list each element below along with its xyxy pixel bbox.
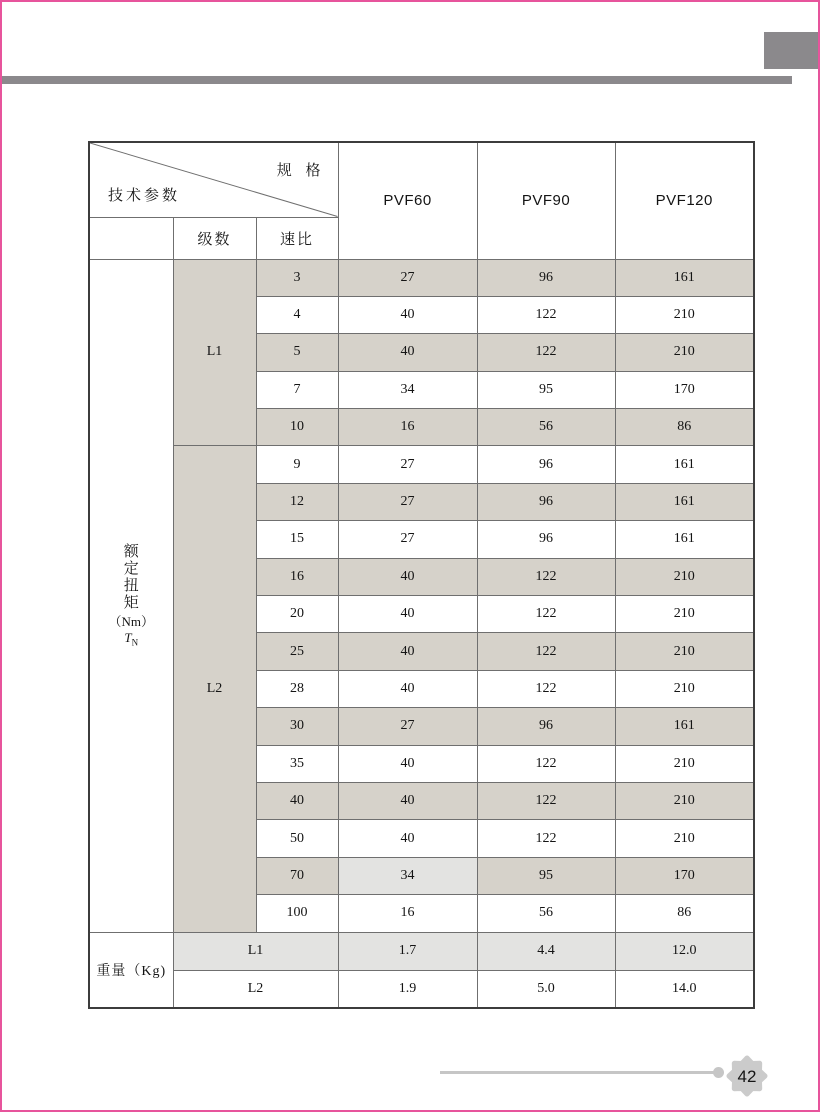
value-cell: 161 [615,483,754,520]
ratio-cell: 5 [256,334,338,371]
weight-value-cell: 4.4 [477,932,615,970]
value-cell: 95 [477,857,615,894]
value-cell: 40 [338,633,477,670]
value-cell: 122 [477,334,615,371]
value-cell: 96 [477,259,615,296]
value-cell: 27 [338,483,477,520]
value-cell: 161 [615,521,754,558]
ratio-cell: 9 [256,446,338,483]
ratio-cell: 28 [256,670,338,707]
header-accent-block [764,32,818,69]
ratio-cell: 35 [256,745,338,782]
value-cell: 122 [477,745,615,782]
weight-row-l2-label: L2 [173,970,338,1008]
ratio-cell: 15 [256,521,338,558]
column-header-pvf60: PVF60 [338,142,477,259]
value-cell: 40 [338,820,477,857]
value-cell: 16 [338,895,477,932]
value-cell: 27 [338,446,477,483]
value-cell: 40 [338,782,477,819]
value-cell: 96 [477,446,615,483]
value-cell: 122 [477,782,615,819]
gear-page-badge [724,1053,770,1099]
ratio-cell: 50 [256,820,338,857]
subheader-ratio: 速比 [256,217,338,259]
ratio-cell: 40 [256,782,338,819]
ratio-cell: 25 [256,633,338,670]
rated-torque-symbol: $T_N$ [124,629,139,648]
value-cell: 210 [615,558,754,595]
value-cell: 96 [477,483,615,520]
value-cell: 122 [477,558,615,595]
value-cell: 122 [477,820,615,857]
value-cell: 122 [477,596,615,633]
value-cell: 210 [615,633,754,670]
value-cell: 161 [615,446,754,483]
rated-torque-unit: （Nm） [108,613,154,629]
value-cell: 170 [615,857,754,894]
spec-table-row [89,259,754,296]
value-cell: 210 [615,596,754,633]
column-header-pvf90: PVF90 [477,142,615,259]
value-cell: 56 [477,895,615,932]
weight-value-cell: 14.0 [615,970,754,1008]
value-cell: 40 [338,296,477,333]
weight-value-cell: 5.0 [477,970,615,1008]
value-cell: 27 [338,521,477,558]
spec-table-row [89,446,754,483]
corner-label-spec: 规 格 [276,163,326,179]
value-cell: 27 [338,259,477,296]
value-cell: 40 [338,334,477,371]
corner-header-cell [89,142,338,217]
value-cell: 210 [615,296,754,333]
value-cell: 34 [338,857,477,894]
subheader-empty-cell [89,217,173,259]
spec-table-body [89,259,754,932]
value-cell: 96 [477,708,615,745]
value-cell: 40 [338,596,477,633]
header-rule-bar [2,76,792,84]
rated-torque-label-cell [89,259,173,932]
rated-torque-vertical-text: 额 定 扭 矩 [123,543,139,611]
value-cell: 122 [477,296,615,333]
value-cell: 122 [477,670,615,707]
value-cell: 16 [338,409,477,446]
value-cell: 27 [338,708,477,745]
value-cell: 86 [615,895,754,932]
value-cell: 210 [615,782,754,819]
ratio-cell: 4 [256,296,338,333]
value-cell: 56 [477,409,615,446]
ratio-cell: 100 [256,895,338,932]
weight-label-cell: 重量（Kg) [89,932,173,1008]
subheader-stage: 级数 [173,217,256,259]
value-cell: 40 [338,670,477,707]
weight-value-cell: 1.7 [338,932,477,970]
stage-group-label-l1: L1 [173,259,256,446]
value-cell: 210 [615,334,754,371]
value-cell: 161 [615,708,754,745]
value-cell: 40 [338,558,477,595]
ratio-cell: 16 [256,558,338,595]
ratio-cell: 12 [256,483,338,520]
ratio-cell: 10 [256,409,338,446]
weight-value-cell: 12.0 [615,932,754,970]
spec-table [88,141,755,1009]
weight-value-cell: 1.9 [338,970,477,1008]
ratio-cell: 20 [256,596,338,633]
footer-rule-line [440,1071,716,1074]
value-cell: 34 [338,371,477,408]
ratio-cell: 7 [256,371,338,408]
value-cell: 210 [615,820,754,857]
value-cell: 95 [477,371,615,408]
value-cell: 210 [615,670,754,707]
stage-group-label-l2: L2 [173,446,256,932]
footer-dot [713,1067,724,1078]
page-number: 42 [737,1067,757,1086]
weight-row-l1-label: L1 [173,932,338,970]
ratio-cell: 70 [256,857,338,894]
ratio-cell: 30 [256,708,338,745]
value-cell: 122 [477,633,615,670]
value-cell: 86 [615,409,754,446]
value-cell: 96 [477,521,615,558]
value-cell: 210 [615,745,754,782]
value-cell: 170 [615,371,754,408]
value-cell: 161 [615,259,754,296]
corner-label-parameters: 技术参数 [108,187,181,204]
value-cell: 40 [338,745,477,782]
column-header-pvf120: PVF120 [615,142,754,259]
ratio-cell: 3 [256,259,338,296]
